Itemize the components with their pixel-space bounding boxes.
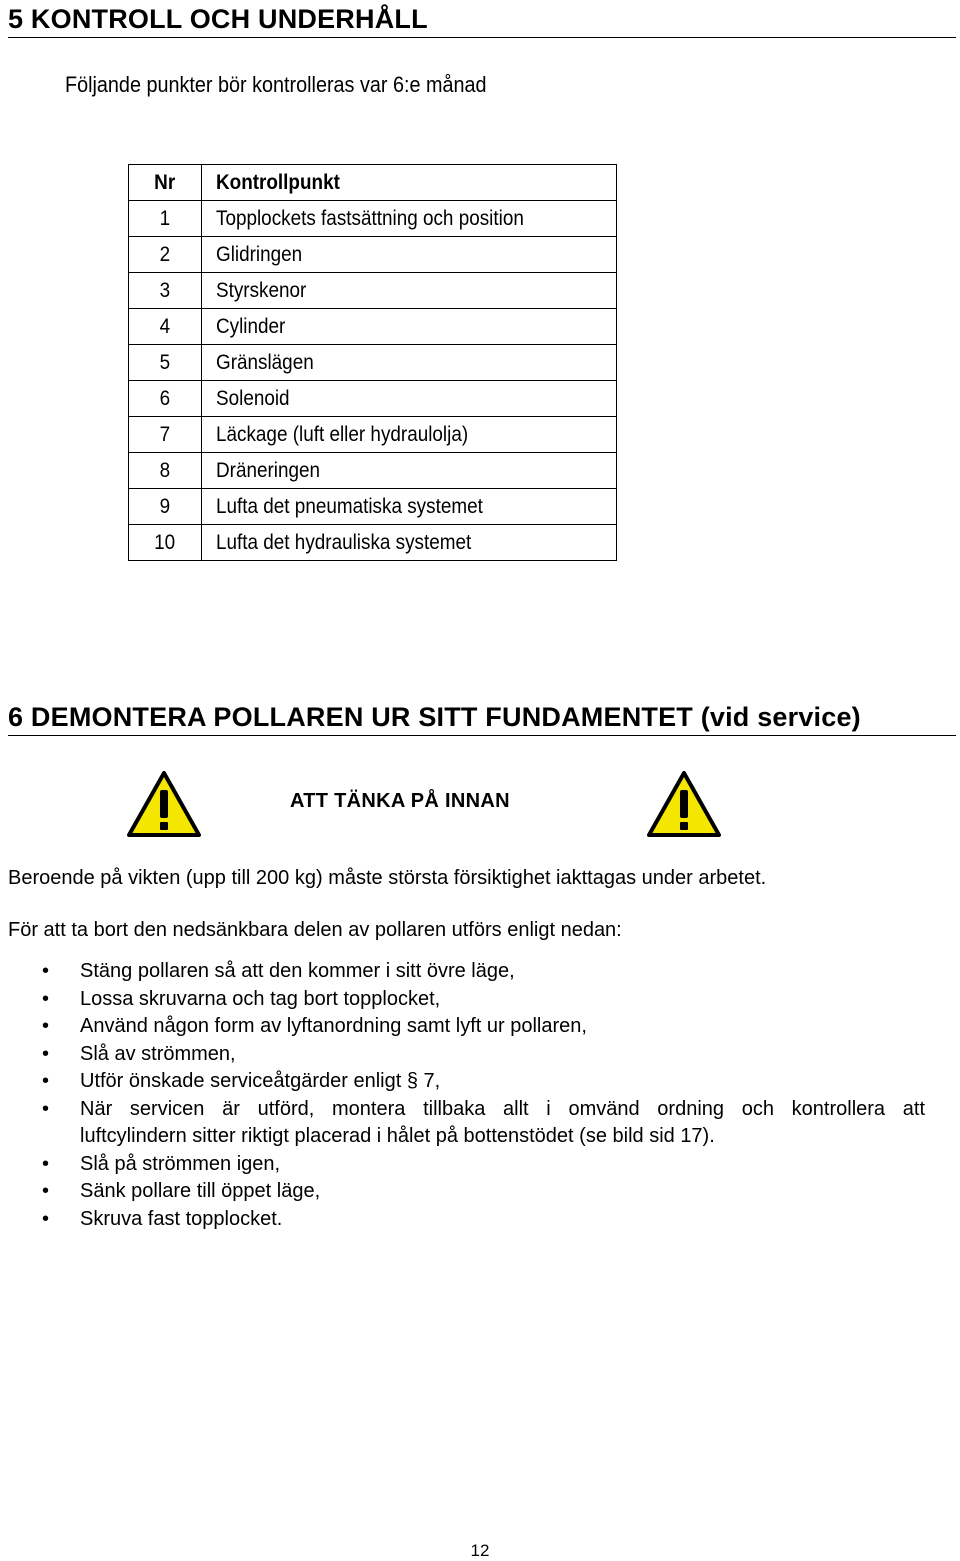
column-header-nr: Nr — [129, 165, 202, 201]
table-row — [129, 489, 617, 525]
section-6-heading: 6 DEMONTERA POLLAREN UR SITT FUNDAMENTET (vid service) — [8, 702, 956, 736]
row-number: 4 — [129, 309, 202, 345]
bullet-icon: • — [42, 1180, 50, 1202]
table-row — [129, 345, 617, 381]
row-checkpoint: Lufta det pneumatiska systemet — [202, 489, 617, 525]
row-number: 3 — [129, 273, 202, 309]
row-number: 6 — [129, 381, 202, 417]
procedure-intro: För att ta bort den nedsänkbara delen av pollaren utförs enligt nedan: — [8, 919, 622, 941]
row-checkpoint: Glidringen — [202, 237, 617, 273]
list-item — [0, 958, 925, 986]
inspection-intro: Följande punkter bör kontrolleras var 6:e månad — [65, 72, 487, 97]
step-text: Skruva fast topplocket. — [80, 1207, 283, 1230]
list-item — [0, 1096, 925, 1151]
row-number: 10 — [129, 525, 202, 561]
row-checkpoint: Lufta det hydrauliska systemet — [202, 525, 617, 561]
list-item — [0, 1178, 925, 1206]
bullet-icon: • — [42, 1207, 50, 1230]
row-checkpoint: Styrskenor — [202, 273, 617, 309]
column-header-item: Kontrollpunkt — [202, 165, 617, 201]
row-number: 1 — [129, 201, 202, 237]
list-item — [0, 1206, 925, 1234]
list-item — [0, 1041, 925, 1069]
table-row — [129, 309, 617, 345]
bullet-icon: • — [42, 1042, 50, 1065]
table-row — [129, 237, 617, 273]
table-row — [129, 417, 617, 453]
bullet-icon: • — [42, 960, 50, 982]
warning-text: Beroende på vikten (upp till 200 kg) måste största försiktighet iakttagas under arbetet. — [8, 867, 767, 889]
row-number: 9 — [129, 489, 202, 525]
table-row — [129, 201, 617, 237]
row-number: 8 — [129, 453, 202, 489]
step-text: Använd någon form av lyftanordning samt lyft ur pollaren, — [80, 1015, 587, 1037]
row-checkpoint: Cylinder — [202, 309, 617, 345]
list-item — [0, 1068, 925, 1096]
bullet-icon: • — [42, 1015, 50, 1037]
list-item — [0, 986, 925, 1014]
step-text: Slå av strömmen, — [80, 1042, 236, 1065]
table-header-row — [129, 165, 617, 201]
bullet-icon: • — [42, 1097, 50, 1120]
bullet-icon: • — [42, 1152, 50, 1175]
step-text: När servicen är utförd, montera tillbaka allt i omvänd ordning och kontrollera att — [80, 1097, 925, 1120]
warning-triangle-icon — [126, 770, 202, 838]
row-checkpoint: Topplockets fastsättning och position — [202, 201, 617, 237]
bullet-icon: • — [42, 987, 50, 1010]
warning-title: ATT TÄNKA PÅ INNAN — [290, 790, 510, 812]
table-row — [129, 381, 617, 417]
step-text: Stäng pollaren så att den kommer i sitt övre läge, — [80, 960, 515, 982]
list-item — [0, 1013, 925, 1041]
bullet-icon: • — [42, 1070, 50, 1092]
step-text: Slå på strömmen igen, — [80, 1152, 281, 1175]
inspection-table — [128, 164, 617, 561]
row-checkpoint: Dräneringen — [202, 453, 617, 489]
page-number: 12 — [470, 1541, 490, 1560]
step-text-continued: luftcylindern sitter riktigt placerad i hålet på bottenstödet (se bild sid 17). — [80, 1125, 715, 1147]
list-item — [0, 1151, 925, 1179]
table-row — [129, 453, 617, 489]
procedure-steps-list — [0, 958, 925, 1233]
row-checkpoint: Läckage (luft eller hydraulolja) — [202, 417, 617, 453]
row-checkpoint: Solenoid — [202, 381, 617, 417]
step-text: Utför önskade serviceåtgärder enligt § 7, — [80, 1070, 441, 1092]
row-number: 7 — [129, 417, 202, 453]
row-checkpoint: Gränslägen — [202, 345, 617, 381]
warning-triangle-icon — [646, 770, 722, 838]
section-5-heading: 5 KONTROLL OCH UNDERHÅLL — [8, 4, 956, 38]
row-number: 5 — [129, 345, 202, 381]
table-row — [129, 525, 617, 561]
row-number: 2 — [129, 237, 202, 273]
step-text: Lossa skruvarna och tag bort topplocket, — [80, 987, 441, 1010]
table-row — [129, 273, 617, 309]
step-text: Sänk pollare till öppet läge, — [80, 1180, 321, 1202]
table-body — [129, 201, 617, 561]
